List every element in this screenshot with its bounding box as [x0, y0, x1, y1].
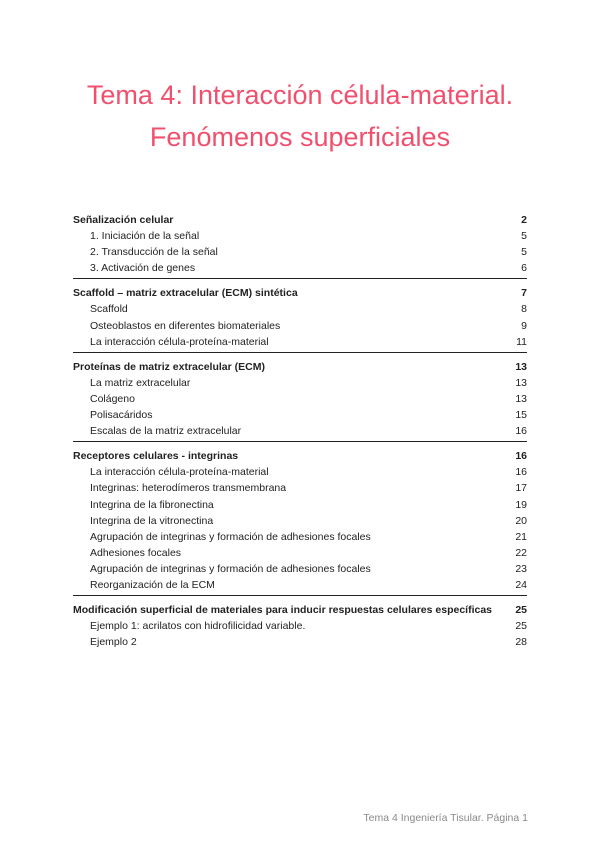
toc-entry-label: Scaffold: [90, 303, 128, 316]
toc-entry-label: Escalas de la matriz extracelular: [90, 425, 242, 438]
toc-entry-label: La interacción célula-proteína-material: [90, 466, 269, 479]
toc-section: [73, 212, 527, 279]
toc-entry[interactable]: [73, 244, 527, 260]
toc-entry[interactable]: [73, 407, 527, 423]
toc-page-number: 16: [515, 425, 527, 438]
toc-entry[interactable]: [73, 228, 527, 244]
toc-page-number: 5: [521, 230, 527, 243]
toc-entry[interactable]: [73, 301, 527, 317]
toc-entry[interactable]: [73, 497, 527, 513]
toc-entry[interactable]: [73, 464, 527, 480]
table-of-contents: [73, 212, 527, 658]
toc-page-number: 21: [515, 530, 527, 543]
toc-entry[interactable]: [73, 480, 527, 496]
toc-entry-label: Scaffold – matriz extracelular (ECM) sintética: [73, 287, 298, 300]
toc-page-number: 13: [515, 376, 527, 389]
toc-entry-label: 3. Activación de genes: [90, 262, 196, 275]
toc-entry[interactable]: [73, 618, 527, 634]
toc-entry[interactable]: [73, 318, 527, 334]
toc-page-number: 25: [515, 604, 527, 617]
toc-entry-label: Colágeno: [90, 392, 135, 405]
toc-section: [73, 448, 527, 596]
toc-entry[interactable]: [73, 423, 527, 439]
toc-section: [73, 359, 527, 442]
toc-entry[interactable]: [73, 334, 527, 350]
toc-entry-label: Ejemplo 2: [90, 636, 137, 649]
toc-heading[interactable]: [73, 212, 527, 228]
toc-entry-label: Ejemplo 1: acrilatos con hidrofilicidad variable.: [90, 620, 306, 633]
toc-page-number: 2: [521, 214, 527, 226]
toc-entry-label: La matriz extracelular: [90, 376, 191, 389]
toc-heading[interactable]: [73, 448, 527, 464]
toc-entry[interactable]: [73, 375, 527, 391]
toc-page-number: 9: [521, 319, 527, 332]
toc-page-number: 16: [515, 450, 527, 463]
toc-entry-label: Reorganización de la ECM: [90, 578, 215, 591]
toc-page-number: 15: [515, 409, 527, 422]
toc-page-number: 17: [515, 482, 527, 495]
toc-entry-label: Agrupación de integrinas y formación de adhesiones focales: [90, 562, 371, 575]
toc-page-number: 25: [515, 620, 527, 633]
toc-entry-label: Adhesiones focales: [90, 546, 182, 559]
toc-page-number: 8: [521, 303, 527, 316]
toc-page-number: 28: [515, 636, 527, 649]
toc-entry-label: Integrinas: heterodímeros transmembrana: [90, 482, 287, 495]
toc-page-number: 22: [515, 546, 527, 559]
toc-section: [73, 602, 527, 652]
toc-entry-label: Receptores celulares - integrinas: [73, 450, 239, 463]
toc-section: [73, 285, 527, 352]
page-footer: Tema 4 Ingeniería Tisular. Página 1: [363, 812, 528, 824]
toc-entry[interactable]: [73, 391, 527, 407]
document-title: Tema 4: Interacción célula-material. Fenómenos superficiales: [86, 80, 514, 152]
toc-entry[interactable]: [73, 513, 527, 529]
toc-page-number: 6: [521, 262, 527, 275]
toc-heading[interactable]: [73, 285, 527, 301]
toc-page-number: 24: [515, 578, 527, 591]
toc-page-number: 16: [515, 466, 527, 479]
toc-entry-label: Proteínas de matriz extracelular (ECM): [73, 360, 265, 373]
toc-page-number: 5: [521, 246, 527, 259]
toc-entry-label: Agrupación de integrinas y formación de adhesiones focales: [90, 530, 371, 543]
toc-entry[interactable]: [73, 529, 527, 545]
toc-entry-label: Integrina de la vitronectina: [90, 514, 214, 527]
toc-entry-label: 1. Iniciación de la señal: [90, 230, 200, 243]
toc-entry-label: 2. Transducción de la señal: [90, 246, 218, 259]
toc-entry[interactable]: [73, 561, 527, 577]
toc-entry[interactable]: [73, 260, 527, 276]
toc-entry[interactable]: [73, 545, 527, 561]
toc-heading[interactable]: [73, 359, 527, 375]
toc-entry-label: Integrina de la fibronectina: [90, 498, 214, 511]
toc-heading[interactable]: [73, 602, 527, 618]
toc-page-number: 13: [515, 392, 527, 405]
toc-page-number: 20: [515, 514, 527, 527]
toc-entry-label: Modificación superficial de materiales para inducir respuestas celulares específicas: [73, 604, 493, 617]
toc-entry-label: Polisacáridos: [90, 409, 153, 422]
toc-page-number: 23: [515, 562, 527, 575]
toc-entry-label: Osteoblastos en diferentes biomateriales: [90, 319, 281, 332]
toc-page-number: 7: [521, 287, 527, 300]
toc-page-number: 19: [515, 498, 527, 511]
toc-page-number: 11: [516, 335, 527, 348]
toc-page-number: 13: [515, 360, 527, 373]
toc-entry-label: La interacción célula-proteína-material: [90, 335, 269, 348]
toc-entry[interactable]: [73, 634, 527, 650]
toc-entry-label: Señalización celular: [73, 214, 174, 226]
toc-entry[interactable]: [73, 577, 527, 593]
